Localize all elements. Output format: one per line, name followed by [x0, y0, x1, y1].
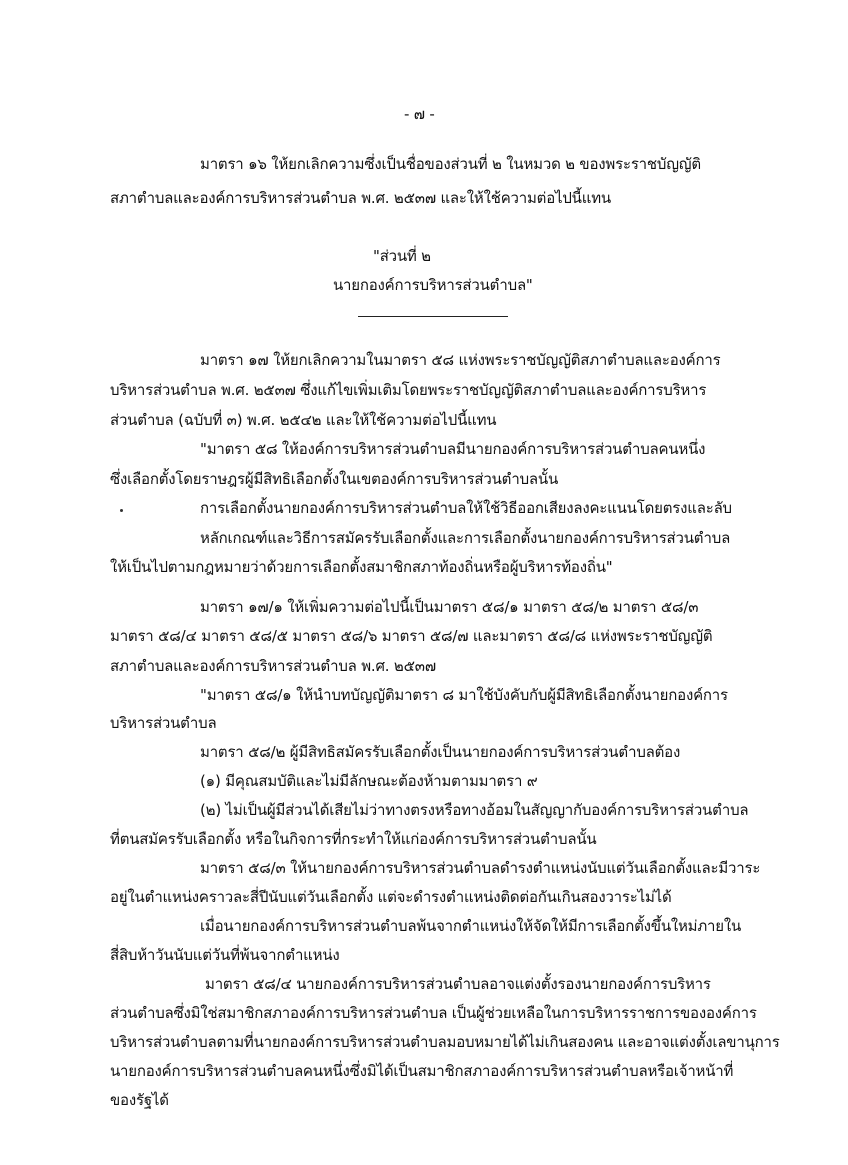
sec17-1-line-8: (๒) ไม่เป็นผู้มีส่วนได้เสียไม่ว่าทางตรงหรือทางอ้อมในสัญญากับองค์การบริหารส่วนตำบล — [200, 801, 749, 819]
sec17-1-line-15: ส่วนตำบลซึ่งมิใช่สมาชิกสภาองค์การบริหารส่วนตำบล เป็นผู้ช่วยเหลือในการบริหารราชการขององค์การ — [110, 1004, 757, 1022]
sec16-line-1: มาตรา ๑๖ ให้ยกเลิกความซึ่งเป็นชื่อของส่วนที่ ๒ ในหมวด ๒ ของพระราชบัญญัติ — [200, 155, 701, 173]
sec17-1-line-1: มาตรา ๑๗/๑ ให้เพิ่มความต่อไปนี้เป็นมาตรา ๕๘/๑ มาตรา ๕๘/๒ มาตรา ๕๘/๓ — [200, 598, 699, 616]
sec17-line-3: ส่วนตำบล (ฉบับที่ ๓) พ.ศ. ๒๕๔๒ และให้ใช้ความต่อไปนี้แทน — [110, 411, 497, 429]
speck — [120, 509, 123, 512]
sec17-1-line-12: เมื่อนายกองค์การบริหารส่วนตำบลพ้นจากตำแหน่งให้จัดให้มีการเลือกตั้งขึ้นใหม่ภายใน — [200, 917, 742, 935]
sec17-1-line-7: (๑) มีคุณสมบัติและไม่มีลักษณะต้องห้ามตามมาตรา ๙ — [200, 772, 538, 790]
sec17-line-7: หลักเกณฑ์และวิธีการสมัครรับเลือกตั้งและการเลือกตั้งนายกองค์การบริหารส่วนตำบล — [200, 529, 731, 547]
sec17-line-5: ซึ่งเลือกตั้งโดยราษฎรผู้มีสิทธิเลือกตั้งในเขตองค์การบริหารส่วนตำบลนั้น — [110, 470, 559, 488]
part-heading-2: นายกองค์การบริหารส่วนตำบล" — [333, 276, 533, 294]
sec17-1-line-9: ที่ตนสมัครรับเลือกตั้ง หรือในกิจการที่กระทำให้แก่องค์การบริหารส่วนตำบลนั้น — [110, 830, 597, 848]
sec17-1-line-10: มาตรา ๕๘/๓ ให้นายกองค์การบริหารส่วนตำบลดำรงตำแหน่งนับแต่วันเลือกตั้งและมีวาระ — [200, 859, 761, 877]
sec16-line-2: สภาตำบลและองค์การบริหารส่วนตำบล พ.ศ. ๒๕๓๗ และให้ใช้ความต่อไปนี้แทน — [110, 189, 611, 207]
sec17-1-line-13: สี่สิบห้าวันนับแต่วันที่พ้นจากตำแหน่ง — [110, 946, 340, 964]
sec17-1-line-18: ของรัฐได้ — [110, 1091, 169, 1109]
sec17-1-line-4: "มาตรา ๕๘/๑ ให้นำบทบัญญัติมาตรา ๘ มาใช้บังคับกับผู้มีสิทธิเลือกตั้งนายกองค์การ — [200, 686, 728, 704]
sec17-1-line-3: สภาตำบลและองค์การบริหารส่วนตำบล พ.ศ. ๒๕๓๗ — [110, 657, 436, 675]
sec17-line-2: บริหารส่วนตำบล พ.ศ. ๒๕๓๗ ซึ่งแก้ไขเพิ่มเติมโดยพระราชบัญญัติสภาตำบลและองค์การบริหาร — [110, 381, 707, 399]
page-number: - ๗ - — [404, 105, 435, 123]
sec17-1-line-17: นายกองค์การบริหารส่วนตำบลคนหนึ่งซึ่งมิได้เป็นสมาชิกสภาองค์การบริหารส่วนตำบลหรือเจ้าหน้าที่ — [110, 1062, 734, 1080]
sec17-line-6: การเลือกตั้งนายกองค์การบริหารส่วนตำบลให้ใช้วิธีออกเสียงลงคะแนนโดยตรงและลับ — [200, 499, 732, 517]
sec17-1-line-14: มาตรา ๕๘/๔ นายกองค์การบริหารส่วนตำบลอาจแต่งตั้งรองนายกองค์การบริหาร — [205, 975, 711, 993]
sec17-line-8: ให้เป็นไปตามกฎหมายว่าด้วยการเลือกตั้งสมาชิกสภาท้องถิ่นหรือผู้บริหารท้องถิ่น" — [110, 558, 613, 576]
heading-underline — [358, 316, 508, 317]
sec17-line-1: มาตรา ๑๗ ให้ยกเลิกความในมาตรา ๕๘ แห่งพระราชบัญญัติสภาตำบลและองค์การ — [200, 351, 721, 369]
sec17-1-line-2: มาตรา ๕๘/๔ มาตรา ๕๘/๕ มาตรา ๕๘/๖ มาตรา ๕๘/๗ และมาตรา ๕๘/๘ แห่งพระราชบัญญัติ — [110, 627, 713, 645]
sec17-1-line-16: บริหารส่วนตำบลตามที่นายกองค์การบริหารส่วนตำบลมอบหมายได้ไม่เกินสองคน และอาจแต่งตั้งเลขานุการ — [110, 1033, 780, 1051]
sec17-1-line-5: บริหารส่วนตำบล — [110, 714, 217, 732]
part-heading-1: "ส่วนที่ ๒ — [373, 247, 431, 265]
sec17-line-4: "มาตรา ๕๘ ให้องค์การบริหารส่วนตำบลมีนายกองค์การบริหารส่วนตำบลคนหนึ่ง — [200, 440, 706, 458]
sec17-1-line-11: อยู่ในตำแหน่งคราวละสี่ปีนับแต่วันเลือกตั้ง แต่จะดำรงตำแหน่งติดต่อกันเกินสองวาระไม่ได้ — [110, 888, 672, 906]
sec17-1-line-6: มาตรา ๕๘/๒ ผู้มีสิทธิสมัครรับเลือกตั้งเป็นนายกองค์การบริหารส่วนตำบลต้อง — [200, 743, 681, 761]
